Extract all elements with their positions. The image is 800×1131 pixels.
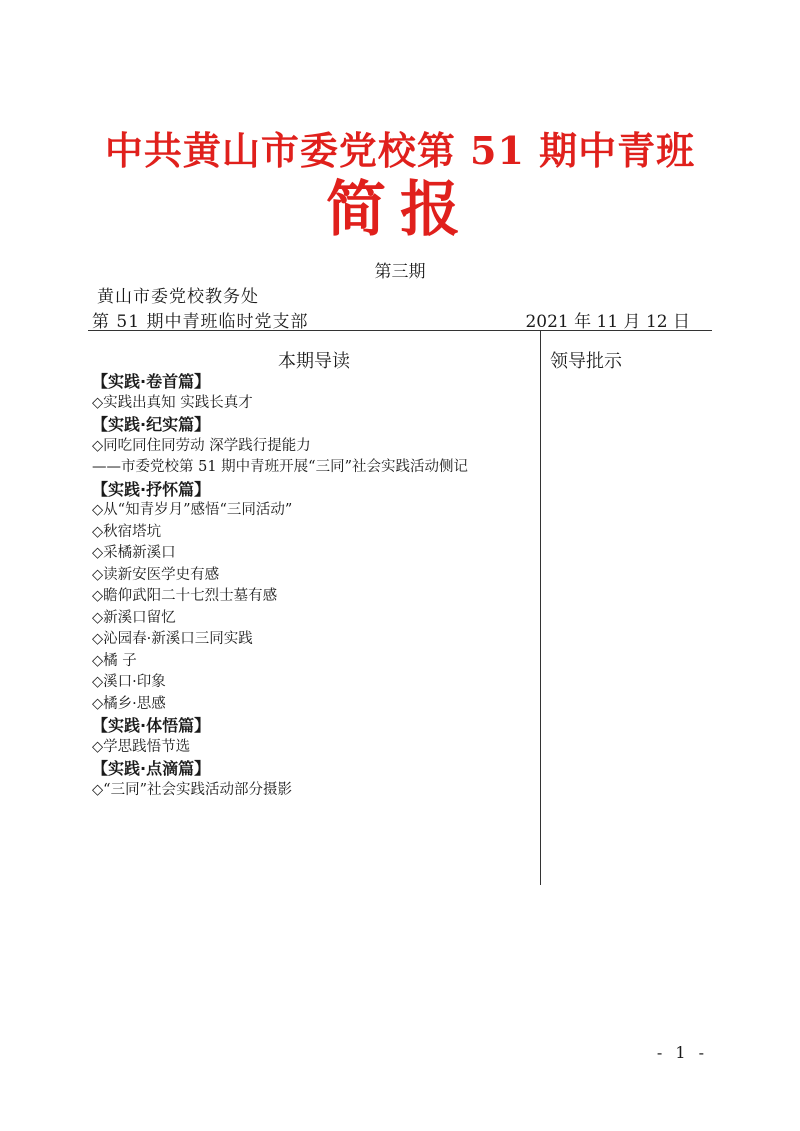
toc-item: ◇同吃同住同劳动 深学践行提能力 (92, 437, 311, 454)
toc-item: ◇实践出真知 实践长真才 (92, 394, 253, 411)
header-divider (88, 330, 712, 331)
toc-section-heading: 【实践·抒怀篇】 (92, 479, 211, 499)
toc-item: ◇溪口·印象 (92, 674, 166, 690)
publish-date: 2021 年 11 月 12 日 (525, 312, 690, 332)
publisher-line-2: 第 51 期中青班临时党支部 (92, 312, 309, 332)
masthead-title: 简报 (326, 175, 474, 245)
toc-item: ◇秋宿塔坑 (92, 523, 162, 540)
toc-section-heading: 【实践·纪实篇】 (92, 415, 211, 434)
toc-section-heading: 【实践·卷首篇】 (92, 372, 211, 391)
toc-item: ◇橘乡·思感 (92, 695, 166, 712)
publisher-line-1: 黄山市委党校教务处 (97, 287, 259, 307)
page-number: - 1 - (656, 1043, 708, 1062)
masthead-organization: 中共黄山市委党校第 51 期中青班 (104, 128, 696, 173)
column-divider (540, 331, 541, 885)
toc-section-heading: 【实践·点滴篇】 (92, 759, 211, 778)
issue-number: 第三期 (374, 262, 426, 282)
toc-item: ◇从“知青岁月”感悟“三同活动” (92, 502, 293, 518)
leader-comment-heading: 领导批示 (550, 351, 622, 372)
toc-item: ◇新溪口留忆 (92, 609, 176, 626)
toc-item: ◇瞻仰武阳二十七烈士墓有感 (92, 588, 278, 604)
toc-item: ◇橘 子 (92, 652, 137, 669)
toc-heading: 本期导读 (278, 351, 350, 372)
toc-item: ◇读新安医学史有感 (92, 566, 220, 583)
toc-item: ◇采橘新溪口 (92, 545, 176, 561)
table-of-contents (92, 371, 532, 801)
toc-item: ◇学思践悟节选 (92, 738, 191, 755)
toc-item: ◇“三同”社会实践活动部分摄影 (92, 781, 292, 798)
toc-item: ——市委党校第 51 期中青班开展“三同”社会实践活动侧记 (92, 459, 468, 475)
toc-section-heading: 【实践·体悟篇】 (92, 716, 211, 735)
toc-item: ◇沁园春·新溪口三同实践 (92, 631, 253, 647)
